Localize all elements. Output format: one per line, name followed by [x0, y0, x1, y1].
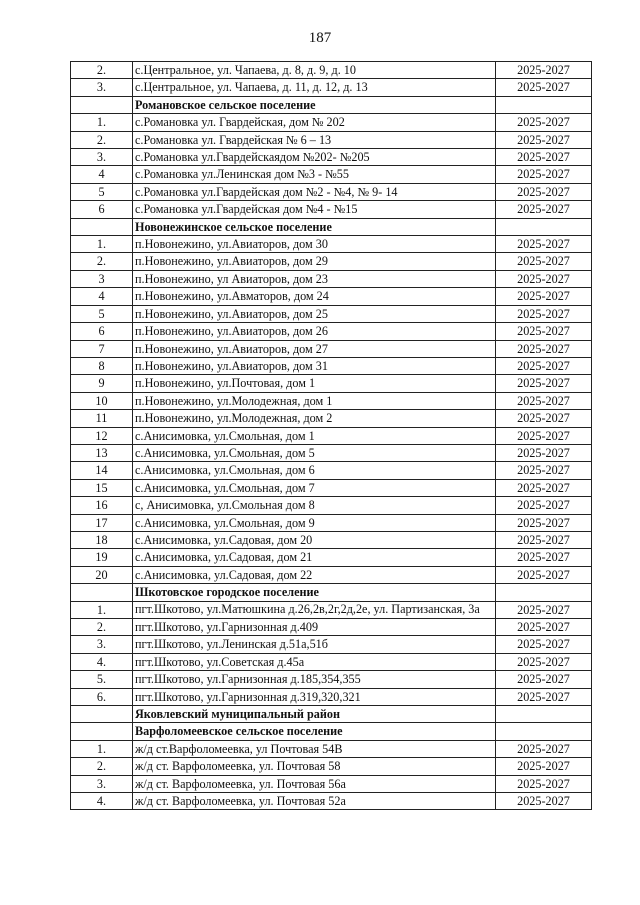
- row-number-cell: [71, 723, 133, 740]
- period-cell: [496, 723, 592, 740]
- address-cell: ж/д ст. Варфоломеевка, ул. Почтовая 56а: [133, 775, 496, 792]
- table-row: [71, 62, 592, 79]
- row-number-cell: 6: [71, 323, 133, 340]
- period-cell: 2025-2027: [496, 531, 592, 548]
- period-cell: 2025-2027: [496, 497, 592, 514]
- section-header-row: [71, 723, 592, 740]
- table-row: [71, 392, 592, 409]
- table-row: [71, 410, 592, 427]
- address-cell: с.Анисимовка, ул.Смольная, дом 9: [133, 514, 496, 531]
- row-number-cell: 3.: [71, 636, 133, 653]
- table-row: [71, 653, 592, 670]
- address-cell: с.Романовка ул. Гвардейская, дом № 202: [133, 114, 496, 131]
- address-cell: пгт.Шкотово, ул.Матюшкина д.26,2в,2г,2д,2е, ул. Партизанская, 3а: [133, 601, 496, 618]
- period-cell: 2025-2027: [496, 114, 592, 131]
- row-number-cell: [71, 706, 133, 723]
- row-number-cell: 3.: [71, 149, 133, 166]
- period-cell: 2025-2027: [496, 688, 592, 705]
- table-row: [71, 114, 592, 131]
- row-number-cell: 3.: [71, 79, 133, 96]
- period-cell: 2025-2027: [496, 270, 592, 287]
- row-number-cell: 2.: [71, 131, 133, 148]
- address-cell: с.Романовка ул.Гвардейская дом №4 - №15: [133, 201, 496, 218]
- address-cell: п.Новонежино, ул.Авиаторов, дом 30: [133, 236, 496, 253]
- address-cell: с.Анисимовка, ул.Смольная, дом 6: [133, 462, 496, 479]
- period-cell: [496, 706, 592, 723]
- period-cell: 2025-2027: [496, 340, 592, 357]
- row-number-cell: 18: [71, 531, 133, 548]
- address-cell: с.Центральное, ул. Чапаева, д. 11, д. 12, д. 13: [133, 79, 496, 96]
- address-cell: Романовское сельское поселение: [133, 96, 496, 113]
- period-cell: [496, 96, 592, 113]
- row-number-cell: 16: [71, 497, 133, 514]
- table-row: [71, 79, 592, 96]
- address-cell: с.Анисимовка, ул.Смольная, дом 7: [133, 479, 496, 496]
- period-cell: 2025-2027: [496, 236, 592, 253]
- table-row: [71, 427, 592, 444]
- row-number-cell: 8: [71, 357, 133, 374]
- period-cell: 2025-2027: [496, 410, 592, 427]
- table-row: [71, 236, 592, 253]
- address-cell: пгт.Шкотово, ул.Ленинская д.51а,51б: [133, 636, 496, 653]
- table-row: [71, 601, 592, 618]
- table-row: [71, 270, 592, 287]
- row-number-cell: 9: [71, 375, 133, 392]
- period-cell: [496, 584, 592, 601]
- address-cell: Яковлевский муниципальный район: [133, 706, 496, 723]
- row-number-cell: 4: [71, 288, 133, 305]
- period-cell: 2025-2027: [496, 375, 592, 392]
- address-cell: с.Романовка ул.Ленинская дом №3 - №55: [133, 166, 496, 183]
- row-number-cell: 14: [71, 462, 133, 479]
- period-cell: 2025-2027: [496, 653, 592, 670]
- period-cell: 2025-2027: [496, 740, 592, 757]
- table-body: [71, 62, 592, 810]
- address-cell: с.Анисимовка, ул.Садовая, дом 20: [133, 531, 496, 548]
- address-cell: с.Анисимовка, ул.Смольная, дом 1: [133, 427, 496, 444]
- table-row: [71, 375, 592, 392]
- address-cell: с.Романовка ул.Гвардейская дом №2 - №4, № 9- 14: [133, 183, 496, 200]
- period-cell: 2025-2027: [496, 462, 592, 479]
- period-cell: 2025-2027: [496, 636, 592, 653]
- period-cell: 2025-2027: [496, 323, 592, 340]
- row-number-cell: 19: [71, 549, 133, 566]
- row-number-cell: [71, 218, 133, 235]
- period-cell: 2025-2027: [496, 166, 592, 183]
- address-cell: п.Новонежино, ул.Молодежная, дом 1: [133, 392, 496, 409]
- period-cell: 2025-2027: [496, 671, 592, 688]
- row-number-cell: 4: [71, 166, 133, 183]
- period-cell: 2025-2027: [496, 288, 592, 305]
- table-row: [71, 201, 592, 218]
- table-row: [71, 323, 592, 340]
- table-row: [71, 740, 592, 757]
- address-cell: Варфоломеевское сельское поселение: [133, 723, 496, 740]
- address-cell: п.Новонежино, ул.Молодежная, дом 2: [133, 410, 496, 427]
- page-number: 187: [308, 30, 332, 46]
- row-number-cell: 11: [71, 410, 133, 427]
- address-cell: пгт.Шкотово, ул.Гарнизонная д.319,320,321: [133, 688, 496, 705]
- row-number-cell: 13: [71, 444, 133, 461]
- address-cell: пгт.Шкотово, ул.Гарнизонная д.409: [133, 619, 496, 636]
- period-cell: 2025-2027: [496, 619, 592, 636]
- address-cell: ж/д ст. Варфоломеевка, ул. Почтовая 58: [133, 758, 496, 775]
- address-cell: с.Анисимовка, ул.Садовая, дом 22: [133, 566, 496, 583]
- row-number-cell: 4.: [71, 653, 133, 670]
- section-header-row: [71, 706, 592, 723]
- address-cell: п.Новонежино, ул.Почтовая, дом 1: [133, 375, 496, 392]
- period-cell: 2025-2027: [496, 479, 592, 496]
- address-cell: п.Новонежино, ул.Авиаторов, дом 25: [133, 305, 496, 322]
- period-cell: 2025-2027: [496, 149, 592, 166]
- table-row: [71, 793, 592, 810]
- period-cell: 2025-2027: [496, 183, 592, 200]
- period-cell: 2025-2027: [496, 201, 592, 218]
- row-number-cell: 20: [71, 566, 133, 583]
- address-cell: п.Новонежино, ул Авиаторов, дом 23: [133, 270, 496, 287]
- address-cell: с.Анисимовка, ул.Садовая, дом 21: [133, 549, 496, 566]
- row-number-cell: 2.: [71, 253, 133, 270]
- table-row: [71, 183, 592, 200]
- row-number-cell: 1.: [71, 236, 133, 253]
- table-row: [71, 166, 592, 183]
- row-number-cell: [71, 96, 133, 113]
- section-header-row: [71, 218, 592, 235]
- address-cell: Новонежинское сельское поселение: [133, 218, 496, 235]
- row-number-cell: 12: [71, 427, 133, 444]
- row-number-cell: 5: [71, 305, 133, 322]
- period-cell: 2025-2027: [496, 793, 592, 810]
- address-cell: п.Новонежино, ул.Авиаторов, дом 29: [133, 253, 496, 270]
- row-number-cell: 5.: [71, 671, 133, 688]
- table-row: [71, 444, 592, 461]
- row-number-cell: 6.: [71, 688, 133, 705]
- address-cell: с.Романовка ул. Гвардейская № 6 – 13: [133, 131, 496, 148]
- row-number-cell: 1.: [71, 601, 133, 618]
- table-row: [71, 288, 592, 305]
- table-row: [71, 688, 592, 705]
- row-number-cell: 1.: [71, 740, 133, 757]
- table-row: [71, 636, 592, 653]
- address-cell: п.Новонежино, ул.Авиаторов, дом 27: [133, 340, 496, 357]
- table-row: [71, 775, 592, 792]
- period-cell: 2025-2027: [496, 566, 592, 583]
- table-row: [71, 253, 592, 270]
- row-number-cell: 6: [71, 201, 133, 218]
- row-number-cell: 3: [71, 270, 133, 287]
- address-cell: с.Романовка ул.Гвардейскаядом №202- №205: [133, 149, 496, 166]
- address-cell: ж/д ст.Варфоломеевка, ул Почтовая 54В: [133, 740, 496, 757]
- row-number-cell: 1.: [71, 114, 133, 131]
- table-row: [71, 149, 592, 166]
- row-number-cell: [71, 584, 133, 601]
- table-row: [71, 357, 592, 374]
- period-cell: 2025-2027: [496, 392, 592, 409]
- period-cell: 2025-2027: [496, 775, 592, 792]
- table-row: [71, 462, 592, 479]
- address-cell: пгт.Шкотово, ул.Советская д.45а: [133, 653, 496, 670]
- period-cell: 2025-2027: [496, 514, 592, 531]
- table-row: [71, 566, 592, 583]
- row-number-cell: 10: [71, 392, 133, 409]
- table-row: [71, 131, 592, 148]
- table-row: [71, 514, 592, 531]
- table-row: [71, 497, 592, 514]
- table-row: [71, 619, 592, 636]
- period-cell: 2025-2027: [496, 758, 592, 775]
- period-cell: 2025-2027: [496, 305, 592, 322]
- period-cell: 2025-2027: [496, 253, 592, 270]
- address-cell: пгт.Шкотово, ул.Гарнизонная д.185,354,355: [133, 671, 496, 688]
- period-cell: 2025-2027: [496, 549, 592, 566]
- address-cell: п.Новонежино, ул.Авиаторов, дом 31: [133, 357, 496, 374]
- row-number-cell: 2.: [71, 619, 133, 636]
- row-number-cell: 7: [71, 340, 133, 357]
- table-row: [71, 479, 592, 496]
- address-cell: с, Анисимовка, ул.Смольная дом 8: [133, 497, 496, 514]
- period-cell: 2025-2027: [496, 62, 592, 79]
- period-cell: [496, 218, 592, 235]
- address-cell: с.Анисимовка, ул.Смольная, дом 5: [133, 444, 496, 461]
- address-cell: Шкотовское городское поселение: [133, 584, 496, 601]
- section-header-row: [71, 584, 592, 601]
- row-number-cell: 2.: [71, 62, 133, 79]
- row-number-cell: 4.: [71, 793, 133, 810]
- row-number-cell: 2.: [71, 758, 133, 775]
- table-row: [71, 671, 592, 688]
- period-cell: 2025-2027: [496, 131, 592, 148]
- address-cell: п.Новонежино, ул.Авиаторов, дом 26: [133, 323, 496, 340]
- table-row: [71, 340, 592, 357]
- table-row: [71, 305, 592, 322]
- period-cell: 2025-2027: [496, 357, 592, 374]
- period-cell: 2025-2027: [496, 601, 592, 618]
- address-cell: ж/д ст. Варфоломеевка, ул. Почтовая 52а: [133, 793, 496, 810]
- address-schedule-table: [70, 61, 592, 810]
- section-header-row: [71, 96, 592, 113]
- row-number-cell: 15: [71, 479, 133, 496]
- table-row: [71, 758, 592, 775]
- address-cell: с.Центральное, ул. Чапаева, д. 8, д. 9, д. 10: [133, 62, 496, 79]
- period-cell: 2025-2027: [496, 79, 592, 96]
- row-number-cell: 5: [71, 183, 133, 200]
- row-number-cell: 17: [71, 514, 133, 531]
- period-cell: 2025-2027: [496, 427, 592, 444]
- table-row: [71, 531, 592, 548]
- table-row: [71, 549, 592, 566]
- row-number-cell: 3.: [71, 775, 133, 792]
- address-cell: п.Новонежино, ул.Авматоров, дом 24: [133, 288, 496, 305]
- period-cell: 2025-2027: [496, 444, 592, 461]
